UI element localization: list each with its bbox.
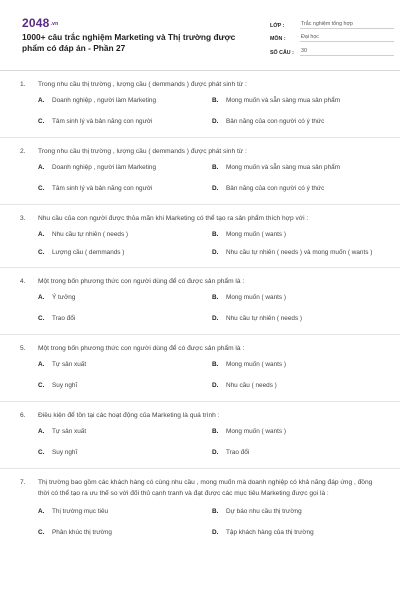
question-text: Trong nhu cầu thị trường , lượng cầu ( demmands ) được phát sinh từ : [38,81,247,88]
option-letter: C. [38,248,45,256]
option-d[interactable] [212,382,386,391]
option-text: Tập khách hàng của thị trường [226,528,314,536]
option-text: Trao đổi [52,314,76,322]
question-number: 7. [20,479,26,486]
option-text: Tự sản xuất [52,361,87,368]
option-letter: C. [38,314,45,322]
logo-text: 2048 [22,16,50,30]
question-divider [0,267,400,268]
option-b[interactable] [212,508,386,517]
option-letter: B. [212,508,219,515]
question-3 [20,214,380,257]
option-c[interactable] [38,249,212,258]
question-text: Một trong bốn phương thức con người dùng để có được sản phẩm là : [38,278,245,285]
question-number: 4. [20,278,26,285]
option-text: Suy nghĩ [52,448,78,456]
meta-key: LỚP : [270,22,285,29]
option-text: Bản năng của con người có ý thức [226,184,325,192]
option-a[interactable] [38,428,212,437]
option-letter: D. [212,184,219,192]
option-b[interactable] [212,97,386,106]
option-text: Nhu cầu ( needs ) [226,381,277,389]
option-text: Tự sản xuất [52,428,87,435]
question-number: 3. [20,215,26,222]
option-letter: C. [38,448,45,456]
meta-key: SỐ CÂU : [270,49,294,56]
option-letter: D. [212,248,219,256]
header-divider [0,70,400,71]
option-b[interactable] [212,231,386,240]
option-letter: B. [212,164,219,171]
option-text: Mong muốn ( wants ) [226,231,287,238]
option-text: Phân khúc thị trường [52,528,112,536]
meta-row-subject [270,29,394,43]
option-c[interactable] [38,382,212,391]
meta-row-count [270,42,394,56]
option-b[interactable] [212,428,386,437]
option-text: Mong muốn ( wants ) [226,294,287,301]
option-text: Mong muốn và sẵn sàng mua sản phẩm [226,164,341,171]
option-a[interactable] [38,97,212,106]
option-letter: C. [38,184,45,192]
option-d[interactable] [212,185,386,194]
option-d[interactable] [212,529,386,538]
option-b[interactable] [212,294,386,303]
option-letter: C. [38,381,45,389]
option-text: Dự báo nhu cầu thị trường [226,508,302,515]
option-d[interactable] [212,118,386,127]
question-number: 5. [20,345,26,352]
option-letter: D. [212,448,219,456]
option-text: Nhu cầu tự nhiên ( needs ) [226,314,303,322]
option-letter: B. [212,231,219,238]
option-b[interactable] [212,361,386,370]
option-a[interactable] [38,231,212,240]
meta-row-class [270,15,394,29]
option-a[interactable] [38,508,212,517]
option-text: Tâm sinh lý và bản năng con người [52,117,153,125]
option-a[interactable] [38,164,212,173]
question-2 [20,147,380,193]
option-text: Doanh nghiệp , người làm Marketing [52,97,157,104]
option-b[interactable] [212,164,386,173]
site-logo[interactable] [22,16,58,30]
option-letter: A. [38,361,45,368]
question-4 [20,277,380,323]
option-c[interactable] [38,449,212,458]
option-text: Tâm sinh lý và bản năng con người [52,184,153,192]
question-divider [0,204,400,205]
option-text: Suy nghĩ [52,381,78,389]
question-number: 6. [20,412,26,419]
question-text: Điều kiện để tồn tại các hoạt động của Marketing là quá trình : [38,412,220,419]
option-text: Mong muốn ( wants ) [226,428,287,435]
option-text: Mong muốn ( wants ) [226,361,287,368]
question-divider [0,334,400,335]
option-d[interactable] [212,249,386,258]
logo-domain: .vn [50,21,59,28]
question-divider [0,137,400,138]
option-letter: B. [212,428,219,435]
question-list [20,80,380,537]
question-number: 2. [20,148,26,155]
option-letter: D. [212,528,219,536]
option-c[interactable] [38,529,212,538]
question-1 [20,80,380,126]
option-text: Trao đổi [226,448,250,456]
question-divider [0,401,400,402]
option-letter: D. [212,117,219,125]
option-text: Bản năng của con người có ý thức [226,117,325,125]
option-letter: C. [38,528,45,536]
question-number: 1. [20,81,26,88]
option-text: Lượng cầu ( demmands ) [52,248,125,256]
option-text: Thị trường mục tiêu [52,508,109,515]
option-letter: A. [38,164,45,171]
page-header [18,0,388,70]
question-text: Một trong bốn phương thức con người dùng để có được sản phẩm là : [38,345,245,352]
question-text: Trong nhu cầu thị trường , lượng cầu ( demmands ) được phát sinh từ : [38,148,247,155]
option-letter: A. [38,428,45,435]
option-letter: B. [212,97,219,104]
question-divider [0,468,400,469]
option-letter: B. [212,361,219,368]
option-text: Nhu cầu tự nhiên ( needs ) [52,231,129,238]
option-c[interactable] [38,315,212,324]
meta-value: Đại học [300,34,394,42]
option-a[interactable] [38,361,212,370]
option-letter: D. [212,314,219,322]
option-a[interactable] [38,294,212,303]
document-title: 1000+ câu trắc nghiệm Marketing và Thị trường được phẩm có đáp án - Phần 27 [22,32,236,53]
option-text: Nhu cầu tự nhiên ( needs ) và mong muốn ( wants ) [226,248,373,256]
option-d[interactable] [212,449,386,458]
option-letter: A. [38,294,45,301]
option-c[interactable] [38,118,212,127]
option-letter: B. [212,294,219,301]
question-text: Thị trường bao gồm các khách hàng có cùng nhu cầu , mong muốn mà doanh nghiệp có khả năng đáp ứng , đồng thời có thể tạo ra ưu thế so với đối thủ cạnh tranh và đạt được các mục tiêu Marketing được gọi là : [38,479,373,497]
option-letter: C. [38,117,45,125]
meta-table [270,15,394,56]
option-letter: A. [38,97,45,104]
question-text: Nhu cầu của con người được thỏa mãn khi Marketing có thể tạo ra sản phẩm thích hợp với : [38,215,309,222]
option-text: Ý tưởng [52,294,76,301]
meta-value: Trắc nghiệm tổng hợp [300,21,394,29]
option-letter: A. [38,508,45,515]
meta-value: 30 [300,48,394,56]
option-c[interactable] [38,185,212,194]
option-letter: A. [38,231,45,238]
option-letter: D. [212,381,219,389]
meta-key: MÔN : [270,36,286,42]
question-6 [20,411,380,457]
option-d[interactable] [212,315,386,324]
option-text: Doanh nghiệp , người làm Marketing [52,164,157,171]
option-text: Mong muốn và sẵn sàng mua sản phẩm [226,97,341,104]
question-5 [20,344,380,390]
question-7 [20,478,380,537]
